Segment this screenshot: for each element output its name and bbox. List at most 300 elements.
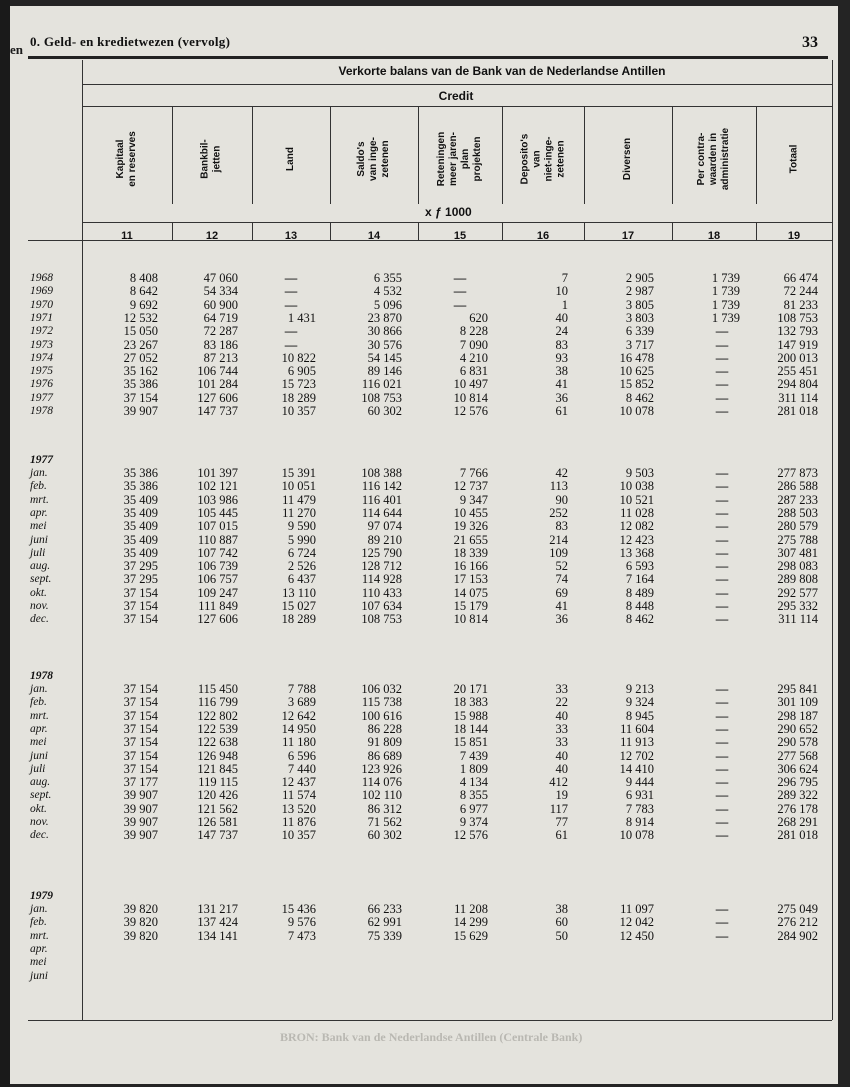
table-cell: 8 642 — [129, 284, 158, 299]
table-cell: — — [715, 585, 729, 600]
table-cell: 39 907 — [123, 788, 158, 803]
table-cell: 6 977 — [459, 801, 488, 816]
column-number: 19 — [787, 230, 801, 242]
table-cell: 307 481 — [777, 545, 818, 560]
table-cell: 62 991 — [367, 915, 402, 930]
table-cell: 121 845 — [197, 761, 238, 776]
table-cell: 14 410 — [619, 761, 654, 776]
table-cell: 200 013 — [777, 350, 818, 365]
table-cell: 3 689 — [287, 695, 316, 710]
table-cell: 1 739 — [711, 284, 740, 299]
table-cell: 37 154 — [123, 390, 158, 405]
table-cell: — — [284, 271, 298, 285]
table-cell: 9 576 — [287, 915, 316, 930]
table-cell: 12 702 — [619, 748, 654, 763]
table-cell: 1 809 — [459, 761, 488, 776]
table-cell: 60 — [555, 915, 568, 930]
table-cell: 284 902 — [777, 928, 818, 943]
row-label: sept. — [30, 573, 52, 586]
row-label: feb. — [30, 916, 47, 929]
table-cell: 83 — [555, 337, 568, 352]
table-cell: 9 213 — [625, 682, 654, 696]
table-cell: 268 291 — [777, 815, 818, 829]
table-cell: 7 788 — [287, 682, 316, 696]
row-label: dec. — [30, 829, 49, 842]
table-cell: 295 841 — [777, 682, 818, 696]
table-cell: 35 409 — [123, 532, 158, 547]
table-cell: 277 568 — [777, 748, 818, 763]
table-cell: 10 455 — [453, 505, 488, 520]
table-cell: 6 596 — [287, 748, 316, 763]
table-cell: 40 — [555, 748, 568, 763]
table-cell: 47 060 — [203, 271, 238, 285]
row-label: jan. — [30, 903, 48, 915]
table-cell: — — [715, 492, 729, 507]
table-cell: — — [715, 466, 729, 480]
table-cell: 35 162 — [123, 364, 158, 379]
table-cell: 15 988 — [453, 708, 488, 723]
table-cell: 24 — [555, 324, 568, 339]
table-cell: — — [284, 297, 298, 312]
table-cell: 37 154 — [123, 735, 158, 750]
table-cell: 301 109 — [777, 695, 818, 710]
table-cell: 6 905 — [287, 364, 316, 379]
rule-under-group — [82, 106, 832, 107]
column-header — [82, 114, 172, 204]
table-cell: 41 — [555, 377, 568, 392]
table-cell: 111 849 — [198, 599, 238, 613]
row-label: mei — [30, 736, 47, 749]
table-cell: 37 154 — [123, 761, 158, 776]
table-cell: 19 — [555, 788, 568, 803]
table-cell: 35 409 — [123, 545, 158, 560]
table-cell: 3 717 — [625, 337, 654, 352]
table-cell: 39 820 — [123, 915, 158, 930]
table-cell: 22 — [555, 695, 568, 710]
table-cell: 277 873 — [777, 466, 818, 480]
column-header — [584, 114, 672, 204]
table-cell: 3 805 — [625, 297, 654, 312]
table-cell: 12 576 — [453, 404, 488, 418]
table-cell: 296 795 — [777, 775, 818, 790]
table-cell: — — [715, 337, 729, 352]
table-cell: 60 302 — [367, 828, 402, 843]
table-cell: 15 391 — [281, 466, 316, 480]
table-cell: 89 146 — [367, 364, 402, 379]
table-cell: 281 018 — [777, 828, 818, 843]
table-cell: 35 409 — [123, 492, 158, 507]
table-cell: 2 905 — [625, 271, 654, 285]
table-cell: 12 642 — [281, 708, 316, 723]
table-cell: — — [715, 404, 729, 418]
book-spine — [0, 0, 10, 1087]
table-cell: 116 142 — [361, 479, 402, 494]
column-header — [172, 114, 252, 204]
table-cell: 10 521 — [619, 492, 654, 507]
table-cell: 35 409 — [123, 505, 158, 520]
column-header — [252, 114, 330, 204]
table-cell: 132 793 — [777, 324, 818, 339]
table-cell: 36 — [555, 390, 568, 405]
table-cell: 37 154 — [123, 612, 158, 627]
table-cell: 102 121 — [197, 479, 238, 494]
table-cell: 9 347 — [459, 492, 488, 507]
table-cell: 137 424 — [197, 915, 238, 930]
table-cell: 69 — [555, 585, 568, 600]
table-cell: 12 576 — [453, 828, 488, 843]
table-cell: 13 520 — [281, 801, 316, 816]
table-cell: — — [715, 735, 729, 750]
table-cell: 7 090 — [459, 337, 488, 352]
table-cell: 114 928 — [361, 572, 402, 587]
table-cell: 116 401 — [361, 492, 402, 507]
table-cell: 30 576 — [367, 337, 402, 352]
table-cell: — — [715, 721, 729, 736]
table-cell: 90 — [555, 492, 568, 507]
table-cell: 15 629 — [453, 928, 488, 943]
table-cell: 10 814 — [453, 612, 488, 627]
table-cell: 125 790 — [361, 545, 402, 560]
row-label: okt. — [30, 586, 47, 599]
row-label: 1974 — [30, 351, 53, 364]
column-header-label: Land — [284, 147, 296, 171]
table-cell: 37 154 — [123, 599, 158, 613]
table-cell: 7 783 — [625, 801, 654, 816]
table-cell: 39 907 — [123, 815, 158, 829]
table-cell: 16 478 — [619, 350, 654, 365]
table-cell: 106 739 — [197, 559, 238, 574]
table-cell: 15 852 — [619, 377, 654, 392]
column-header-label: Kapitaal en reserves — [114, 131, 138, 187]
column-header-label: Per contra- waarden in administratie — [696, 127, 731, 191]
table-cell: 36 — [555, 612, 568, 627]
row-label: 1976 — [30, 378, 53, 391]
table-cell: 40 — [555, 761, 568, 776]
row-label: juni — [30, 969, 48, 982]
table-cell: 6 593 — [625, 559, 654, 574]
row-label: mei — [30, 520, 47, 533]
column-header-label: Saldo's van inge- zetenen — [356, 137, 391, 181]
row-label: okt. — [30, 802, 47, 815]
page — [10, 6, 838, 1084]
table-cell: 54 334 — [203, 284, 238, 299]
column-header — [330, 114, 418, 204]
table-cell: 54 145 — [367, 350, 402, 365]
row-label: feb. — [30, 480, 47, 493]
table-cell: — — [715, 390, 729, 405]
table-cell: 12 532 — [123, 310, 158, 325]
table-cell: 306 624 — [777, 761, 818, 776]
table-cell: 37 177 — [123, 775, 158, 790]
table-cell: 126 948 — [197, 748, 238, 763]
column-header — [502, 114, 584, 204]
table-cell: 128 712 — [361, 559, 402, 574]
table-cell: 106 744 — [197, 364, 238, 379]
table-cell: — — [715, 599, 729, 613]
row-label: jan. — [30, 467, 48, 479]
header-rule — [28, 56, 828, 59]
row-label: juli — [30, 762, 46, 775]
unit-label: x ƒ 1000 — [425, 205, 472, 219]
table-cell: 311 114 — [778, 612, 818, 627]
rule-under-caption — [82, 84, 832, 85]
table-cell: 38 — [555, 902, 568, 916]
table-cell: 10 357 — [281, 404, 316, 418]
table-bottom-rule — [28, 1020, 832, 1021]
table-cell: 275 049 — [777, 902, 818, 916]
table-cell: 108 753 — [361, 390, 402, 405]
table-cell: — — [715, 479, 729, 494]
bleed-through-text: BRON: Bank van de Nederlandse Antillen (Centrale Bank) — [280, 1030, 583, 1044]
row-label: 1977 — [30, 391, 53, 404]
table-cell: 7 — [561, 271, 568, 285]
row-label: feb. — [30, 696, 47, 709]
table-cell: 107 015 — [197, 519, 238, 534]
table-cell: 103 986 — [197, 492, 238, 507]
table-cell: 2 526 — [287, 559, 316, 574]
table-cell: 295 332 — [777, 599, 818, 613]
table-cell: 37 154 — [123, 585, 158, 600]
table-cell: — — [715, 815, 729, 829]
table-cell: 290 578 — [777, 735, 818, 750]
column-header-label: Bankbil- jetten — [199, 139, 223, 179]
table-cell: 7 440 — [287, 761, 316, 776]
table-cell: 12 737 — [453, 479, 488, 494]
table-cell: 119 115 — [198, 775, 238, 790]
column-header-label: Totaal — [788, 144, 799, 174]
table-cell: 11 604 — [620, 721, 654, 736]
table-cell: — — [453, 284, 467, 299]
table-cell: 280 579 — [777, 519, 818, 534]
table-cell: 8 228 — [459, 324, 488, 339]
table-cell: 110 433 — [361, 585, 402, 600]
table-cell: 1 739 — [711, 271, 740, 285]
table-cell: 15 050 — [123, 324, 158, 339]
table-cell: — — [715, 545, 729, 560]
table-cell: 107 634 — [361, 599, 402, 613]
table-cell: 6 724 — [287, 545, 316, 560]
table-cell: 37 154 — [123, 682, 158, 696]
table-cell: 6 931 — [625, 788, 654, 803]
table-cell: 39 820 — [123, 902, 158, 916]
table-cell: 37 154 — [123, 695, 158, 710]
table-cell: 115 738 — [361, 695, 402, 710]
table-cell: — — [715, 828, 729, 843]
table-cell: 74 — [555, 572, 568, 587]
table-cell: 252 — [549, 505, 568, 520]
table-cell: 4 134 — [459, 775, 488, 790]
table-cell: 18 144 — [453, 721, 488, 736]
table-cell: 86 312 — [367, 801, 402, 816]
table-cell: 33 — [555, 682, 568, 696]
table-cell: 9 324 — [625, 695, 654, 710]
table-cell: 35 386 — [123, 377, 158, 392]
table-cell: — — [715, 350, 729, 365]
table-cell: 87 213 — [203, 350, 238, 365]
table-cell: 12 450 — [619, 928, 654, 943]
column-number: 14 — [367, 230, 381, 242]
table-cell: 5 990 — [287, 532, 316, 547]
row-label: mrt. — [30, 929, 49, 942]
table-cell: 23 870 — [367, 310, 402, 325]
row-label: nov. — [30, 816, 49, 828]
table-cell: 147 737 — [197, 404, 238, 418]
table-cell: 10 357 — [281, 828, 316, 843]
table-cell: — — [715, 708, 729, 723]
table-cell: 8 462 — [625, 390, 654, 405]
table-cell: 89 210 — [367, 532, 402, 547]
row-label: apr. — [30, 722, 48, 735]
table-cell: 42 — [555, 466, 568, 480]
table-cell: 114 644 — [361, 505, 402, 520]
table-cell: 117 — [549, 801, 568, 816]
rule-above-colnums — [82, 222, 832, 223]
table-cell: 9 444 — [625, 775, 654, 790]
table-cell: 6 437 — [287, 572, 316, 587]
table-cell: — — [715, 559, 729, 574]
column-header — [672, 114, 756, 204]
table-cell: 108 753 — [361, 612, 402, 627]
section-year-label: 1977 — [30, 454, 53, 466]
table-cell: 18 383 — [453, 695, 488, 710]
table-cell: 113 — [549, 479, 568, 494]
column-number: 13 — [284, 230, 298, 242]
table-cell: 15 027 — [281, 599, 316, 613]
column-header-label: Reteningen meer jaren- plan projekten — [435, 131, 483, 187]
table-cell: 286 588 — [777, 479, 818, 494]
table-cell: 66 233 — [367, 902, 402, 916]
table-cell: 290 652 — [777, 721, 818, 736]
table-cell: 50 — [555, 928, 568, 943]
table-cell: 11 208 — [454, 902, 488, 916]
table-cell: 6 355 — [373, 271, 402, 285]
table-cell: 2 987 — [625, 284, 654, 299]
table-cell: 40 — [555, 708, 568, 723]
table-cell: 16 166 — [453, 559, 488, 574]
row-label: nov. — [30, 600, 49, 612]
column-header-label: Deposito's van niet-inge- zetenen — [519, 133, 566, 185]
table-cell: — — [715, 928, 729, 943]
column-number: 12 — [205, 230, 219, 242]
table-cell: 10 038 — [619, 479, 654, 494]
table-cell: — — [715, 505, 729, 520]
table-cell: 8 945 — [625, 708, 654, 723]
column-number: 18 — [707, 230, 721, 242]
table-cell: 72 287 — [203, 324, 238, 339]
table-cell: 5 096 — [373, 297, 402, 312]
table-cell: 15 179 — [453, 599, 488, 613]
table-cell: — — [715, 532, 729, 547]
table-cell: 52 — [555, 559, 568, 574]
table-cell: 105 445 — [197, 505, 238, 520]
table-cell: 71 562 — [367, 815, 402, 829]
table-cell: 115 450 — [197, 682, 238, 696]
table-cell: 10 814 — [453, 390, 488, 405]
table-cell: 18 289 — [281, 612, 316, 627]
table-cell: — — [715, 612, 729, 627]
table-cell: 37 295 — [123, 572, 158, 587]
table-cell: 11 876 — [282, 815, 316, 829]
table-cell: 3 803 — [625, 310, 654, 325]
table-cell: 101 284 — [197, 377, 238, 392]
table-cell: 30 866 — [367, 324, 402, 339]
table-cell: 122 638 — [197, 735, 238, 750]
column-number: 16 — [536, 230, 550, 242]
column-number: 15 — [453, 230, 467, 242]
table-cell: 10 — [555, 284, 568, 299]
table-cell: 12 437 — [281, 775, 316, 790]
row-label: aug. — [30, 776, 51, 789]
table-cell: 97 074 — [367, 519, 402, 534]
table-cell: — — [715, 761, 729, 776]
table-cell: 13 110 — [282, 585, 316, 600]
table-cell: 1 739 — [711, 297, 740, 312]
table-cell: 8 408 — [129, 271, 158, 285]
table-cell: 412 — [549, 775, 568, 790]
table-cell: 14 075 — [453, 585, 488, 600]
table-cell: 11 180 — [282, 735, 316, 750]
table-cell: 64 719 — [203, 310, 238, 325]
table-cell: 109 247 — [197, 585, 238, 600]
table-cell: 61 — [555, 404, 568, 418]
table-cell: 13 368 — [619, 545, 654, 560]
table-cell: 6 831 — [459, 364, 488, 379]
table-cell: 288 503 — [777, 505, 818, 520]
table-cell: — — [715, 695, 729, 710]
table-cell: 102 110 — [361, 788, 402, 803]
table-cell: 127 606 — [197, 390, 238, 405]
column-number: 11 — [121, 230, 133, 242]
table-cell: — — [453, 271, 467, 285]
table-cell: — — [715, 324, 729, 339]
table-cell: 289 808 — [777, 572, 818, 587]
table-cell: 12 042 — [619, 915, 654, 930]
column-header — [756, 114, 832, 204]
table-cell: 86 689 — [367, 748, 402, 763]
row-label: 1973 — [30, 338, 53, 351]
table-cell: 110 887 — [197, 532, 238, 547]
row-label: mrt. — [30, 709, 49, 722]
table-cell: 35 386 — [123, 479, 158, 494]
table-cell: 35 386 — [123, 466, 158, 480]
table-cell: 116 799 — [197, 695, 238, 710]
table-cell: — — [284, 324, 298, 339]
table-cell: 14 299 — [453, 915, 488, 930]
table-cell: 147 919 — [777, 337, 818, 352]
table-cell: 8 914 — [625, 815, 654, 829]
row-label: 1970 — [30, 298, 53, 311]
table-cell: 12 423 — [619, 532, 654, 547]
row-label: juli — [30, 546, 46, 559]
table-cell: 11 028 — [620, 505, 654, 520]
table-cell: 134 141 — [197, 928, 238, 943]
table-cell: 33 — [555, 721, 568, 736]
table-cell: 255 451 — [777, 364, 818, 379]
table-cell: — — [453, 297, 467, 312]
table-cell: 107 742 — [197, 545, 238, 560]
table-cell: 81 233 — [783, 297, 818, 312]
table-cell: 37 154 — [123, 721, 158, 736]
row-label: 1971 — [30, 311, 53, 324]
table-cell: 123 926 — [361, 761, 402, 776]
row-label: apr. — [30, 942, 48, 955]
table-cell: 298 187 — [777, 708, 818, 723]
table-cell: 93 — [555, 350, 568, 365]
table-cell: 66 474 — [783, 271, 818, 285]
row-label: juni — [30, 749, 48, 762]
table-cell: — — [284, 284, 298, 299]
table-cell: 18 339 — [453, 545, 488, 560]
